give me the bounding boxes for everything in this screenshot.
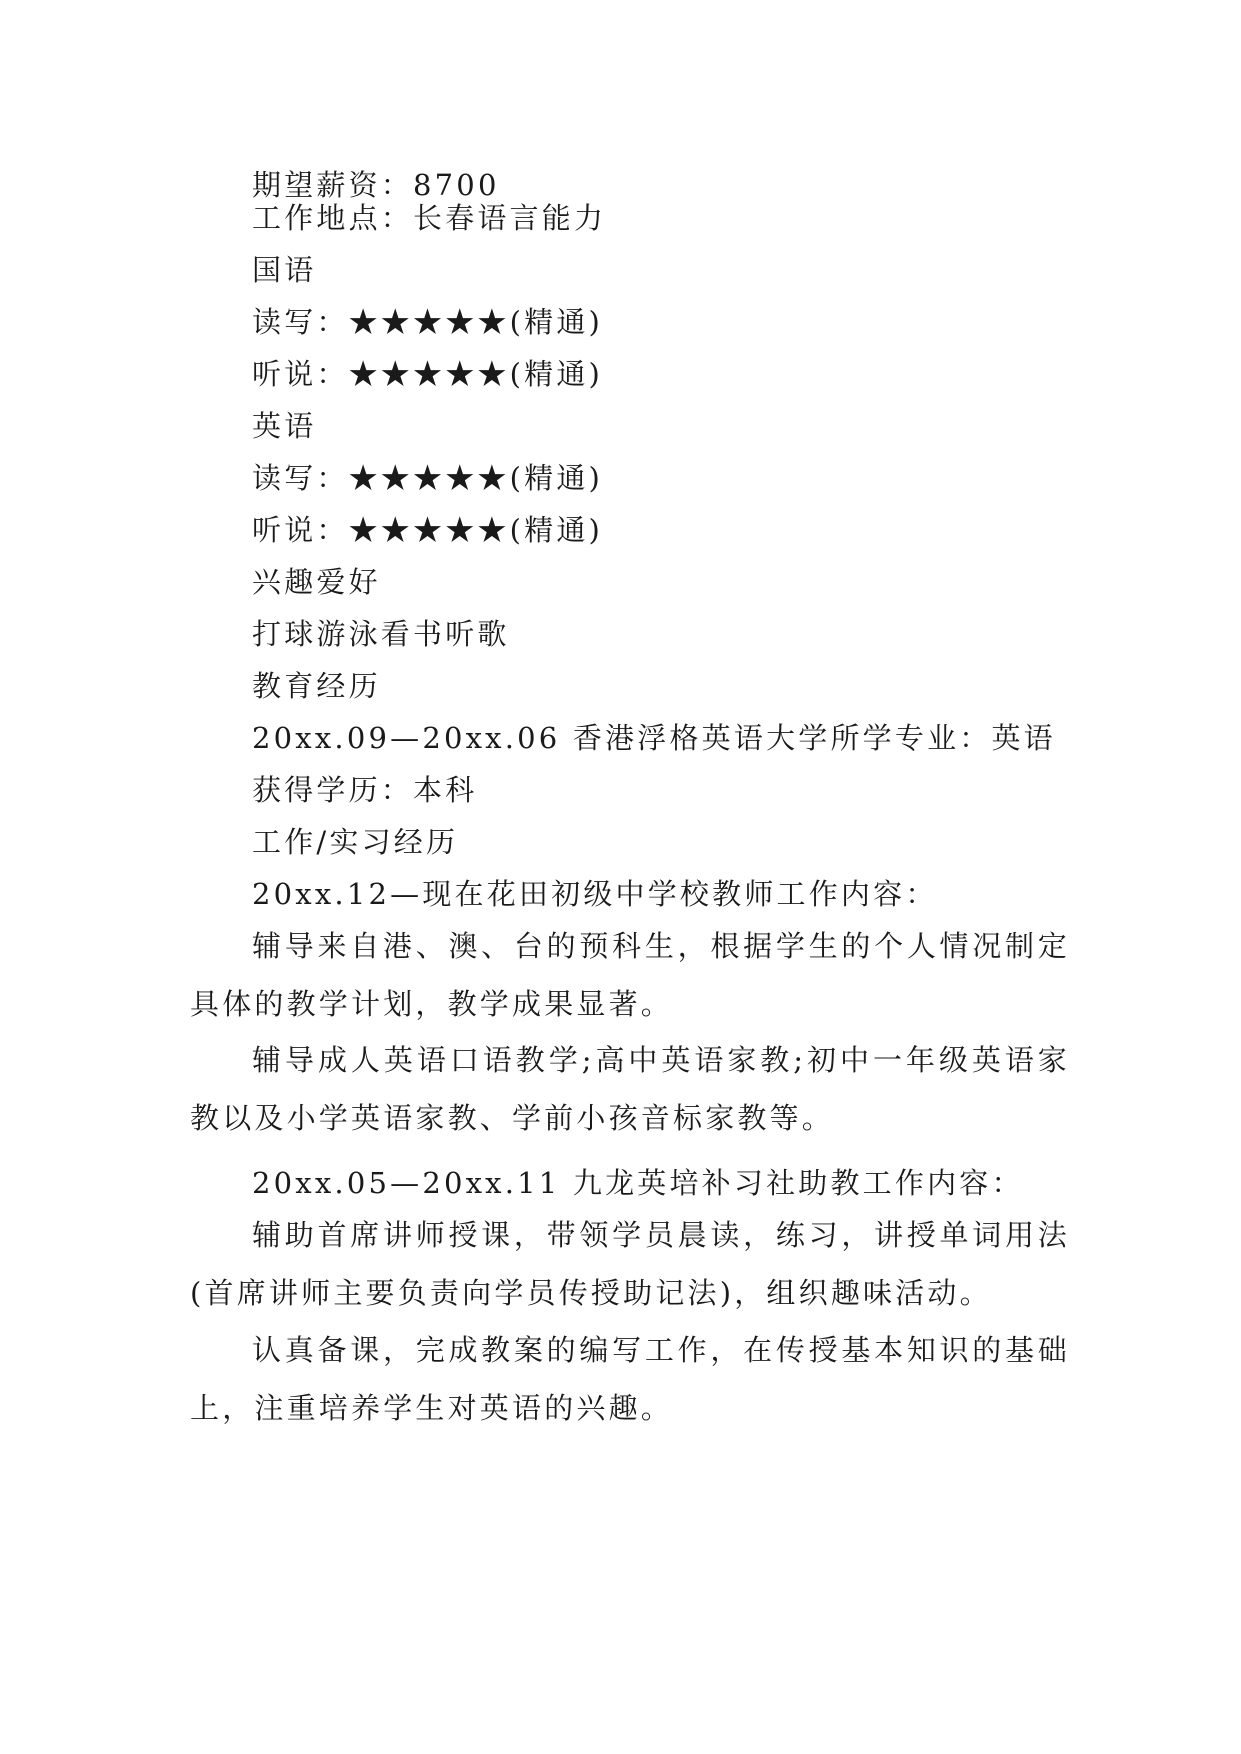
education-entry: 20xx.09—20xx.06 香港浮格英语大学所学专业：英语 — [252, 721, 1056, 755]
mandarin-reading-writing: 读写：★★★★★(精通) — [252, 305, 604, 339]
job-1-paragraph-2: 辅导成人英语口语教学;高中英语家教;初中一年级英语家教以及小学英语家教、学前小孩音标家教等。 — [190, 1043, 1070, 1135]
education-heading: 教育经历 — [252, 669, 381, 703]
english-heading: 英语 — [252, 409, 317, 443]
hobbies-content: 打球游泳看书听歌 — [252, 617, 510, 651]
job-entry-2-title: 20xx.05—20xx.11 九龙英培补习社助教工作内容： — [252, 1166, 1024, 1200]
work-experience-heading: 工作/实习经历 — [252, 825, 459, 859]
mandarin-listening-speaking: 听说：★★★★★(精通) — [252, 357, 604, 391]
english-reading-writing: 读写：★★★★★(精通) — [252, 461, 604, 495]
mandarin-heading: 国语 — [252, 253, 317, 287]
job-2-paragraph-1: 辅助首席讲师授课，带领学员晨读，练习，讲授单词用法(首席讲师主要负责向学员传授助记法)，组织趣味活动。 — [190, 1218, 1070, 1310]
english-listening-speaking: 听说：★★★★★(精通) — [252, 513, 604, 547]
job-1-paragraph-1: 辅导来自港、澳、台的预科生，根据学生的个人情况制定具体的教学计划，教学成果显著。 — [190, 929, 1070, 1021]
job-entry-1-title: 20xx.12—现在花田初级中学校教师工作内容： — [252, 877, 938, 911]
job-2-paragraph-2: 认真备课，完成教案的编写工作，在传授基本知识的基础上，注重培养学生对英语的兴趣。 — [190, 1333, 1070, 1425]
expected-salary-line: 期望薪资：8700 — [252, 168, 500, 202]
hobbies-heading: 兴趣爱好 — [252, 565, 381, 599]
work-location-line: 工作地点：长春语言能力 — [252, 201, 607, 235]
degree-line: 获得学历：本科 — [252, 773, 478, 807]
